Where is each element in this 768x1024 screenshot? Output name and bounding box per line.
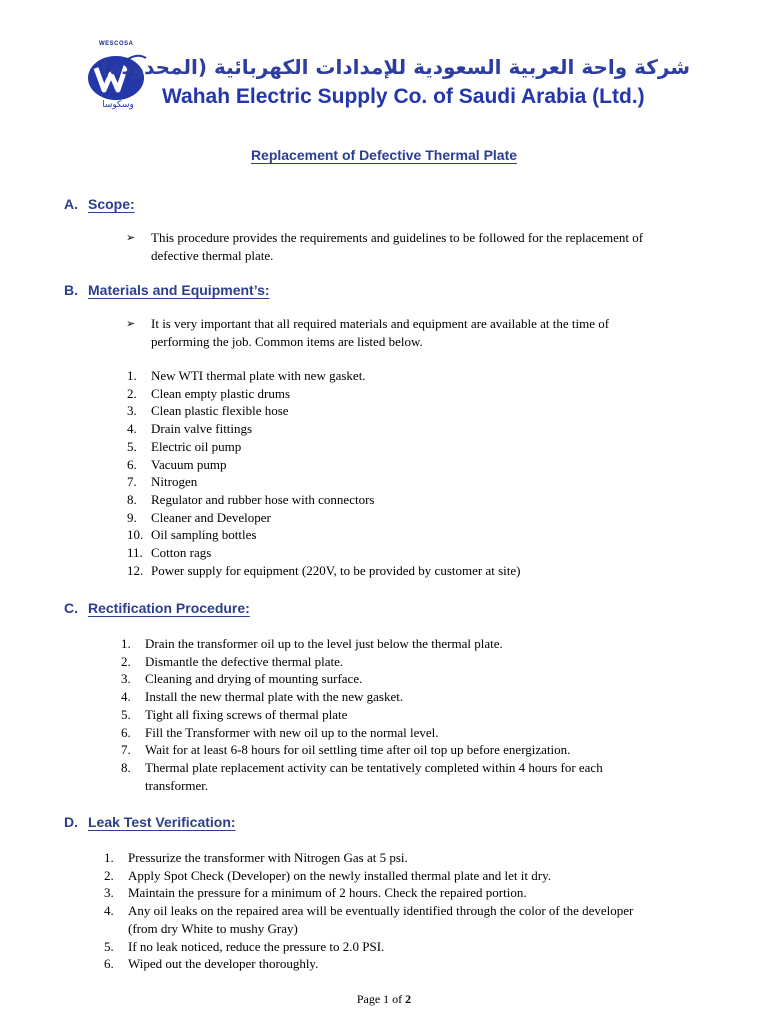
section-a-bullet	[126, 229, 656, 264]
list-item-number: 3.	[104, 885, 114, 901]
list-item-text: Vacuum pump	[151, 456, 227, 472]
list-item-number: 5.	[127, 438, 137, 454]
list-item-text: Wait for at least 6-8 hours for oil settling time after oil top up before energization.	[145, 742, 571, 758]
list-item-text: Regulator and rubber hose with connectors	[151, 491, 375, 507]
list-item-text: Clean plastic flexible hose	[151, 403, 289, 419]
section-b-bullet	[126, 315, 656, 350]
list-item	[127, 367, 687, 385]
list-item	[127, 402, 687, 420]
list-item-number: 7.	[121, 742, 131, 758]
list-item-number: 11.	[127, 545, 143, 561]
list-item	[104, 867, 664, 885]
page-number	[0, 992, 768, 1007]
leak-test-list	[104, 849, 664, 973]
list-item-number: 7.	[127, 474, 137, 490]
list-item-number: 8.	[127, 491, 137, 507]
list-item	[121, 724, 661, 742]
list-item	[127, 526, 687, 544]
list-item-text: Tight all fixing screws of thermal plate	[145, 706, 348, 722]
list-item-number: 2.	[121, 653, 131, 669]
list-item-number: 8.	[121, 759, 131, 775]
list-item-text: Install the new thermal plate with the new gasket.	[145, 689, 404, 705]
list-item-text: Oil sampling bottles	[151, 527, 257, 543]
list-item-text: Pressurize the transformer with Nitrogen Gas at 5 psi.	[128, 850, 408, 865]
list-item-number: 2.	[127, 385, 137, 401]
section-d-letter: D.	[64, 814, 78, 830]
list-item	[121, 741, 661, 759]
list-item	[127, 385, 687, 403]
company-name-english: Wahah Electric Supply Co. of Saudi Arabia (Ltd.)	[162, 85, 645, 108]
list-item	[127, 509, 687, 527]
list-item	[104, 849, 664, 867]
section-a-title: Scope:	[88, 196, 135, 212]
list-item-text: Maintain the pressure for a minimum of 2 hours. Check the repaired portion.	[128, 885, 527, 901]
list-item	[127, 562, 687, 580]
list-item-text: Cleaning and drying of mounting surface.	[145, 671, 363, 687]
list-item	[104, 884, 664, 902]
logo-brand-text: WESCOSA	[99, 41, 134, 47]
list-item-number: 6.	[104, 956, 114, 972]
list-item-text: Electric oil pump	[151, 438, 242, 454]
list-item-number: 6.	[127, 456, 137, 472]
list-item	[121, 670, 661, 688]
list-item	[104, 955, 664, 973]
section-c-heading	[64, 600, 250, 616]
section-a-bullet-text: This procedure provides the requirements and guidelines to be followed for the replacement of defective thermal plate.	[151, 230, 644, 263]
list-item-text: New WTI thermal plate with new gasket.	[151, 368, 366, 383]
page-number-total: 2	[405, 992, 412, 1006]
list-item-number: 3.	[121, 671, 131, 687]
list-item	[127, 473, 687, 491]
list-item-text: Power supply for equipment (220V, to be provided by customer at site)	[151, 562, 521, 578]
list-item-number: 10.	[127, 527, 144, 543]
list-item	[121, 635, 661, 653]
list-item-text: Apply Spot Check (Developer) on the newly installed thermal plate and let it dry.	[128, 867, 551, 883]
section-d-title: Leak Test Verification:	[88, 814, 236, 830]
list-item-number: 1.	[127, 368, 137, 383]
section-c-title: Rectification Procedure:	[88, 600, 250, 616]
section-a-heading	[64, 196, 135, 212]
list-item-number: 5.	[104, 938, 114, 954]
list-item-number: 6.	[121, 724, 131, 740]
arrow-bullet-icon: ➢	[126, 317, 136, 330]
list-item-text: Thermal plate replacement activity can be tentatively completed within 4 hours for each transformer.	[145, 759, 603, 793]
list-item	[104, 902, 664, 937]
list-item	[127, 544, 687, 562]
list-item-number: 1.	[121, 636, 131, 651]
section-b-letter: B.	[64, 282, 78, 298]
document-title	[0, 147, 768, 163]
logo-arabic-text: وسكوسا	[102, 100, 134, 110]
list-item	[121, 653, 661, 671]
list-item-text: Clean empty plastic drums	[151, 385, 291, 401]
list-item-text: If no leak noticed, reduce the pressure to 2.0 PSI.	[128, 938, 385, 954]
section-d-heading	[64, 814, 236, 830]
list-item-number: 4.	[121, 689, 131, 705]
materials-list	[127, 367, 687, 579]
arrow-bullet-icon: ➢	[126, 231, 136, 244]
list-item-text: Dismantle the defective thermal plate.	[145, 653, 344, 669]
list-item	[121, 759, 661, 794]
list-item-number: 12.	[127, 562, 144, 578]
list-item-number: 1.	[104, 850, 114, 865]
list-item-number: 9.	[127, 509, 137, 525]
list-item-text: Cleaner and Developer	[151, 509, 271, 525]
section-b-title: Materials and Equipment’s:	[88, 282, 270, 298]
list-item-text: Wiped out the developer thoroughly.	[128, 956, 319, 972]
list-item-number: 3.	[127, 403, 137, 419]
company-name-arabic: شركة واحة العربية السعودية للإمدادات الكهربائية (المحدودة)	[100, 55, 690, 79]
list-item-text: Any oil leaks on the repaired area will be eventually identified through the color of the developer (from dry White to mushy Gray)	[128, 903, 634, 936]
list-item	[104, 938, 664, 956]
page-number-prefix: Page 1 of	[356, 992, 406, 1006]
list-item	[127, 491, 687, 509]
list-item-text: Nitrogen	[151, 474, 198, 490]
list-item-text: Cotton rags	[151, 545, 212, 561]
list-item-text: Fill the Transformer with new oil up to the normal level.	[145, 724, 439, 740]
list-item	[121, 688, 661, 706]
procedure-list	[121, 635, 661, 794]
list-item	[127, 438, 687, 456]
list-item-number: 4.	[127, 421, 137, 437]
list-item-text: Drain valve fittings	[151, 421, 253, 437]
list-item-number: 2.	[104, 867, 114, 883]
list-item	[127, 456, 687, 474]
document-title-text: Replacement of Defective Thermal Plate	[250, 147, 518, 163]
section-a-letter: A.	[64, 196, 78, 212]
list-item-text: Drain the transformer oil up to the level just below the thermal plate.	[145, 636, 503, 651]
list-item	[127, 420, 687, 438]
list-item	[121, 706, 661, 724]
section-c-letter: C.	[64, 600, 78, 616]
list-item-number: 4.	[104, 903, 114, 919]
list-item-number: 5.	[121, 706, 131, 722]
section-b-bullet-text: It is very important that all required materials and equipment are available at the time of performing the job. Common items are listed below.	[151, 316, 610, 349]
section-b-heading	[64, 282, 270, 298]
